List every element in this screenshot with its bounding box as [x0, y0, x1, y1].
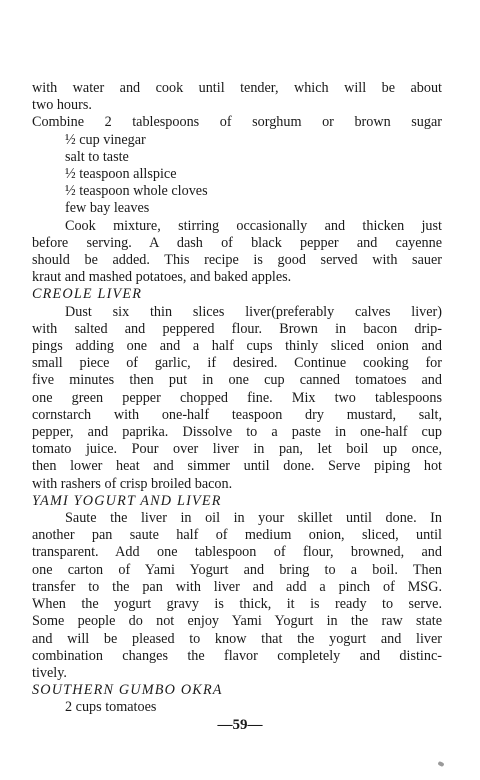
text-line: combination changes the flavor completely and distinc- — [32, 647, 442, 664]
text-line: then lower heat and simmer until done. Serve piping hot — [32, 458, 442, 475]
text-line: When the yogurt gravy is thick, it is ready to serve. — [32, 596, 442, 613]
recipe-title: SOUTHERN GUMBO OKRA — [32, 682, 223, 699]
text-line: with salted and peppered flour. Brown in bacon drip- — [32, 320, 442, 337]
recipe-title: YAMI YOGURT AND LIVER — [32, 492, 222, 509]
print-speck — [437, 761, 444, 767]
text-line: one green pepper chopped fine. Mix two tablespoons — [32, 389, 442, 406]
text-line: with rashers of crisp broiled bacon. — [32, 475, 233, 492]
text-line: one carton of Yami Yogurt and bring to a boil. Then — [32, 561, 442, 578]
recipe-title: CREOLE LIVER — [32, 286, 143, 303]
text-line: five minutes then put in one cup canned tomatoes and — [32, 372, 442, 389]
text-line: Cook mixture, stirring occasionally and thicken just — [65, 217, 442, 234]
text-line: small piece of garlic, if desired. Continue cooking for — [32, 355, 442, 372]
text-line: another pan saute half of medium onion, sliced, until — [32, 527, 442, 544]
ingredient-line: ½ teaspoon whole cloves — [65, 183, 208, 200]
ingredient-line: 2 cups tomatoes — [65, 699, 157, 716]
text-line: kraut and mashed potatoes, and baked apples. — [32, 269, 292, 286]
text-line: Combine 2 tablespoons of sorghum or brown sugar — [32, 114, 442, 131]
text-line: should be added. This recipe is good served with sauer — [32, 252, 442, 269]
text-line: tively. — [32, 664, 67, 681]
text-line: with water and cook until tender, which will be about — [32, 80, 442, 96]
ingredient-line: ½ teaspoon allspice — [65, 166, 177, 183]
text-line: transfer to the pan with liver and add a pinch of MSG. — [32, 578, 442, 595]
ingredient-line: few bay leaves — [65, 200, 150, 217]
page-number: —59— — [217, 717, 263, 733]
text-line: two hours. — [32, 97, 92, 114]
text-line: Saute the liver in oil in your skillet until done. In — [65, 510, 442, 527]
ingredient-line: salt to taste — [65, 148, 129, 165]
text-line: pepper, and paprika. Dissolve to a paste in one-half cup — [32, 424, 442, 441]
text-line: before serving. A dash of black pepper and cayenne — [32, 234, 442, 251]
text-line: Some people do not enjoy Yami Yogurt in the raw state — [32, 613, 442, 630]
text-line: transparent. Add one tablespoon of flour, browned, and — [32, 544, 442, 561]
text-line: and will be pleased to know that the yogurt and liver — [32, 630, 442, 647]
ingredient-line: ½ cup vinegar — [65, 131, 146, 148]
text-line: pings adding one and a half cups thinly sliced onion and — [32, 338, 442, 355]
text-line: cornstarch with one-half teaspoon dry mustard, salt, — [32, 406, 442, 423]
text-line: tomato juice. Pour over liver in pan, let boil up once, — [32, 441, 442, 458]
text-line: Dust six thin slices liver(preferably calves liver) — [65, 303, 442, 320]
